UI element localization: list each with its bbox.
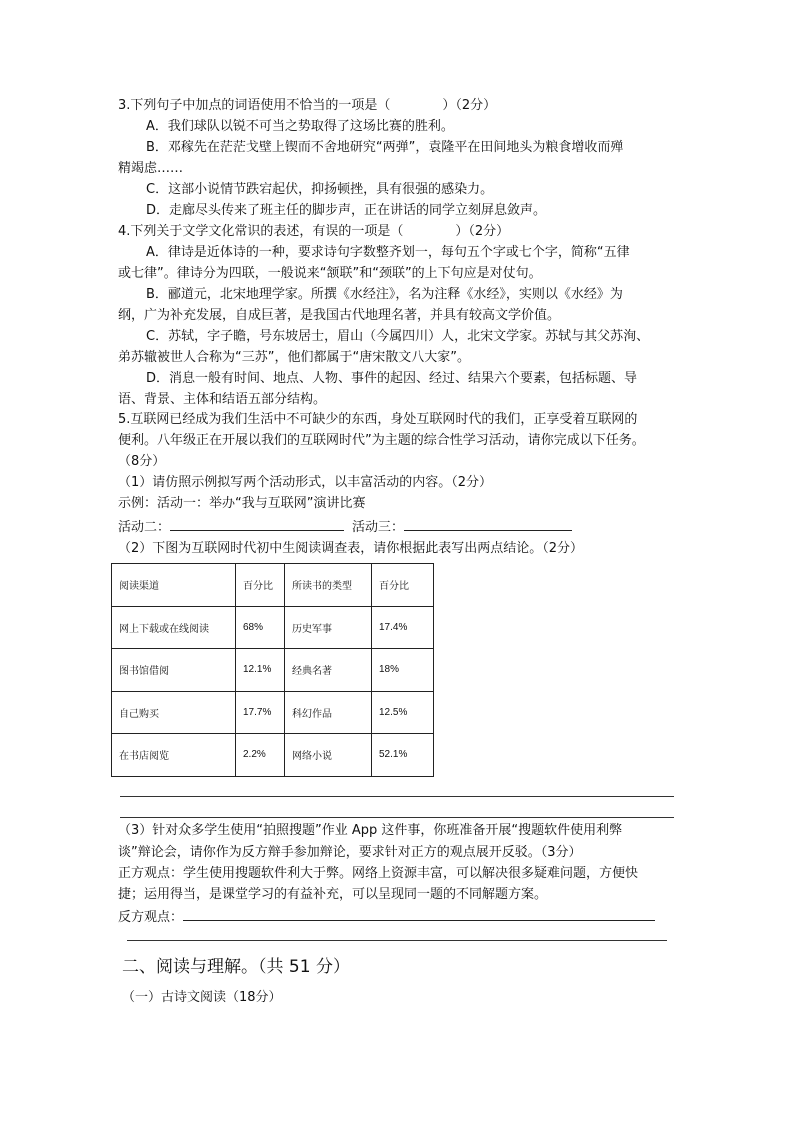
table-row	[112, 734, 434, 777]
activity2-label: 活动二：	[118, 520, 171, 535]
q5-example: 示例：活动一：举办“我与互联网”演讲比赛	[118, 496, 366, 511]
q4-option-a-line2: 或七律”。律诗分为四联，一般说来“颔联”和“颈联”的上下句应是对仗句。	[118, 266, 542, 281]
reading-survey-table	[111, 563, 434, 777]
header-cell: 百分比	[236, 564, 285, 607]
header-cell: 所读书的类型	[285, 564, 372, 607]
table-cell: 17.4%	[372, 606, 434, 649]
q3-option-c: C．这部小说情节跌宕起伏，抑扬顿挫，具有很强的感染力。	[146, 182, 494, 197]
q5-part3-line1: （3）针对众多学生使用“拍照搜题”作业 App 这件事，你班准备开展“搜题软件使用利弊	[118, 823, 623, 838]
header-cell: 百分比	[372, 564, 434, 607]
table-row	[112, 606, 434, 649]
q3-stem: 3.下列句子中加点的词语使用不恰当的一项是（ ）（2分）	[118, 98, 497, 113]
q5-part1: （1）请仿照示例拟写两个活动形式，以丰富活动的内容。（2分）	[118, 475, 493, 490]
q3-option-d: D．走廊尽头传来了班主任的脚步声，正在讲话的同学立刻屏息敛声。	[146, 203, 547, 218]
table-header-row	[112, 564, 434, 607]
table-cell: 网络小说	[285, 734, 372, 777]
answer-line[interactable]	[127, 940, 667, 941]
q4-option-d-line2: 语、背景、主体和结语五部分结构。	[118, 392, 327, 407]
table-cell: 52.1%	[372, 734, 434, 777]
answer-line[interactable]	[120, 796, 674, 797]
q4-option-c-line1: C．苏轼，字子瞻，号东坡居士，眉山（今属四川）人，北宋文学家。苏轼与其父苏洵、	[146, 329, 650, 344]
pro-view-line2: 捷；运用得当，是课堂学习的有益补充，可以呈现同一题的不同解题方案。	[118, 887, 548, 902]
table-cell: 历史军事	[285, 606, 372, 649]
q4-stem: 4.下列关于文学文化常识的表述，有误的一项是（ ）（2分）	[118, 224, 510, 239]
activity3-blank[interactable]	[404, 516, 572, 531]
pro-view-line1: 正方观点：学生使用搜题软件利大于弊。网络上资源丰富，可以解决很多疑难问题，方便快	[118, 866, 639, 881]
q4-option-c-line2: 弟苏辙被世人合称为“三苏”，他们都属于“唐宋散文八大家”。	[118, 350, 470, 365]
q3-option-a: A．我们球队以锐不可当之势取得了这场比赛的胜利。	[146, 119, 454, 134]
table-cell: 12.5%	[372, 691, 434, 734]
q5-part3-line2: 谈”辩论会，请你作为反方辩手参加辩论，要求针对正方的观点展开反驳。（3分）	[118, 845, 582, 860]
table-cell: 在书店阅览	[112, 734, 236, 777]
con-view-blank[interactable]	[183, 906, 655, 921]
table-cell: 图书馆借阅	[112, 649, 236, 692]
table-cell: 网上下载或在线阅读	[112, 606, 236, 649]
table-row	[112, 691, 434, 734]
table-cell: 经典名著	[285, 649, 372, 692]
q5-stem-line3: （8分）	[118, 454, 166, 469]
table-cell: 12.1%	[236, 649, 285, 692]
con-view-label: 反方观点：	[118, 910, 184, 925]
q5-stem-line1: 5.互联网已经成为我们生活中不可缺少的东西，身处互联网时代的我们，正享受着互联网的	[118, 412, 638, 427]
section-heading: 二、阅读与理解。（共 51 分）	[122, 957, 350, 977]
table-cell: 17.7%	[236, 691, 285, 734]
q5-stem-line2: 便利。八年级正在开展以我们的互联网时代”为主题的综合性学习活动，请你完成以下任务。	[118, 433, 645, 448]
q5-activity-row	[118, 516, 572, 538]
subsection-heading: （一）古诗文阅读（18分）	[122, 990, 282, 1005]
activity2-blank[interactable]	[170, 516, 344, 531]
table-cell: 自己购买	[112, 691, 236, 734]
answer-line[interactable]	[120, 817, 674, 818]
q3-option-b-line2: 精竭虑……	[118, 161, 184, 176]
table-cell: 68%	[236, 606, 285, 649]
q4-option-b-line2: 纲，广为补充发展，自成巨著，是我国古代地理名著，并具有较高文学价值。	[118, 308, 561, 323]
table-cell: 18%	[372, 649, 434, 692]
q5-part2: （2）下图为互联网时代初中生阅读调查表，请你根据此表写出两点结论。（2分）	[118, 541, 584, 556]
q4-option-b-line1: B．郦道元，北宋地理学家。所撰《水经注》，名为注释《水经》，实则以《水经》为	[146, 287, 623, 302]
header-cell: 阅读渠道	[112, 564, 236, 607]
q4-option-d-line1: D．消息一般有时间、地点、人物、事件的起因、经过、结果六个要素，包括标题、导	[146, 371, 638, 386]
con-view-row	[118, 906, 655, 928]
table-row	[112, 649, 434, 692]
table-cell: 2.2%	[236, 734, 285, 777]
table-cell: 科幻作品	[285, 691, 372, 734]
activity3-label: 活动三：	[352, 520, 405, 535]
q3-option-b-line1: B．邓稼先在茫茫戈壁上锲而不舍地研究“两弹”，袁隆平在田间地头为粮食增收而殚	[146, 140, 624, 155]
q4-option-a-line1: A．律诗是近体诗的一种，要求诗句字数整齐划一，每句五个字或七个字，简称“五律	[146, 245, 630, 260]
